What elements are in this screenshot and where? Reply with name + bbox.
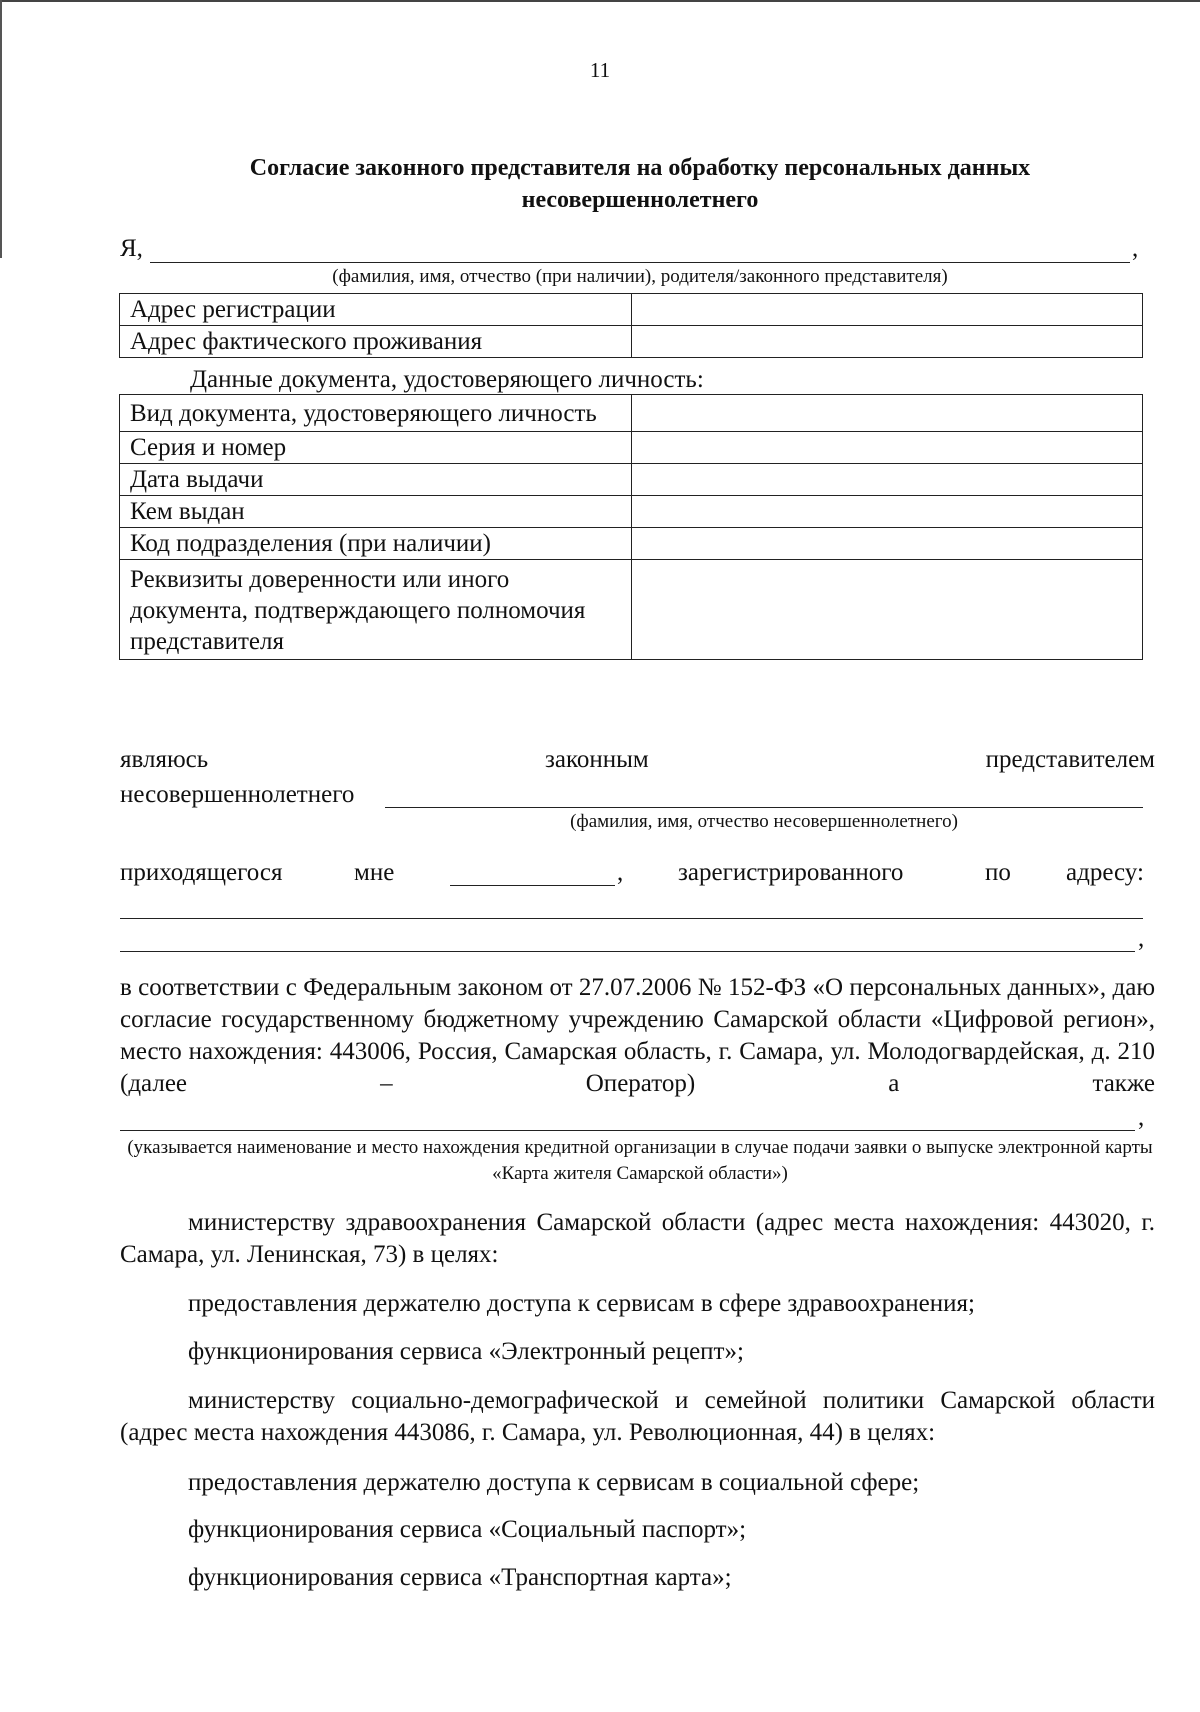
address-actual-label: Адрес фактического проживания [120,326,632,358]
consent-paragraph: в соответствии с Федеральным законом от 27.07.2006 № 152-ФЗ «О персональных данных», даю согласие государственному бюджетному учреждению Самарской области «Цифровой регион», место нахождения: 443006, Россия, Самарская область, г. Самара, ул. Молодогвардейская, д. 210 (далее – Оператор) а также [120,974,1155,1097]
representative-name-line[interactable] [150,262,1130,263]
bank-comma: , [1138,1104,1145,1131]
scan-left-edge [0,0,2,258]
table-row [120,528,1143,560]
address-registration-label: Адрес регистрации [120,294,632,326]
minor-label: несовершеннолетнего [120,781,355,808]
word-prikhodyashchegosya: приходящегося [120,859,283,886]
caption-representative-name: (фамилия, имя, отчество (при наличии), родителя/законного представителя) [332,266,948,287]
table-row [120,432,1143,464]
address-comma: , [1138,925,1145,952]
health-purpose-2: функционирования сервиса «Электронный рецепт»; [188,1338,744,1365]
social-ministry-paragraph: министерству социально-демографической и семейной политики Самарской области (адрес места нахождения 443086, г. Самара, ул. Революционная, 44) в целях: [120,1387,1155,1446]
address-line-1[interactable] [120,918,1143,919]
scan-top-edge [0,0,1200,2]
identity-document-table [119,394,1143,660]
title-line-1: Согласие законного представителя на обработку персональных данных [249,155,1031,181]
doc-issuer-field[interactable] [632,496,1143,528]
health-purpose-1: предоставления держателю доступа к сервисам в сфере здравоохранения; [188,1290,975,1317]
page-number: 11 [589,58,611,82]
table-row [120,464,1143,496]
table-row [120,326,1143,358]
social-purpose-2: функционирования сервиса «Социальный паспорт»; [188,1516,747,1543]
table-row [120,395,1143,432]
table-row [120,496,1143,528]
relation-line[interactable] [450,885,615,886]
doc-type-field[interactable] [632,395,1143,432]
address-table [119,293,1143,358]
doc-issuer-label: Кем выдан [120,496,632,528]
doc-division-code-label: Код подразделения (при наличии) [120,528,632,560]
word-predstavitelem: представителем [985,746,1155,773]
intro-comma: , [1132,235,1139,262]
doc-heading: Данные документа, удостоверяющего личность: [190,366,704,393]
power-of-attorney-label: Реквизиты доверенности или иного документа, подтверждающего полномочия представителя [120,560,632,660]
relation-comma: , [617,859,624,886]
doc-series-label: Серия и номер [120,432,632,464]
minor-name-line[interactable] [385,807,1143,808]
word-zakonnym: законным [545,746,649,773]
word-po: по [985,859,1011,886]
doc-date-field[interactable] [632,464,1143,496]
intro-ya: Я, [120,235,143,262]
caption-bank: (указывается наименование и место нахождения кредитной организации в случае подачи заявки о выпуске электронной карты «Карта жителя Самарской области») [127,1137,1153,1184]
word-mne: мне [354,859,395,886]
table-row [120,294,1143,326]
social-purpose-1: предоставления держателю доступа к сервисам в социальной сфере; [188,1469,920,1496]
document-title [120,152,1160,216]
title-line-2: несовершеннолетнего [521,187,759,213]
bank-name-line[interactable] [120,1130,1135,1131]
doc-series-field[interactable] [632,432,1143,464]
address-actual-field[interactable] [632,326,1143,358]
doc-type-label: Вид документа, удостоверяющего личность [120,395,632,432]
health-ministry-paragraph: министерству здравоохранения Самарской области (адрес места нахождения: 443020, г. Самара, ул. Ленинская, 73) в целях: [120,1209,1155,1268]
address-registration-field[interactable] [632,294,1143,326]
caption-minor-name: (фамилия, имя, отчество несовершеннолетнего) [570,811,958,832]
table-row [120,560,1143,660]
word-zaregistrirovannogo: зарегистрированного [678,859,904,886]
doc-date-label: Дата выдачи [120,464,632,496]
power-of-attorney-field[interactable] [632,560,1143,660]
social-purpose-3: функционирования сервиса «Транспортная карта»; [188,1564,732,1591]
doc-division-code-field[interactable] [632,528,1143,560]
address-line-2[interactable] [120,951,1135,952]
word-adresu: адресу: [1066,859,1144,886]
word-yavlyayus: являюсь [120,746,209,773]
representative-statement [120,746,1155,774]
